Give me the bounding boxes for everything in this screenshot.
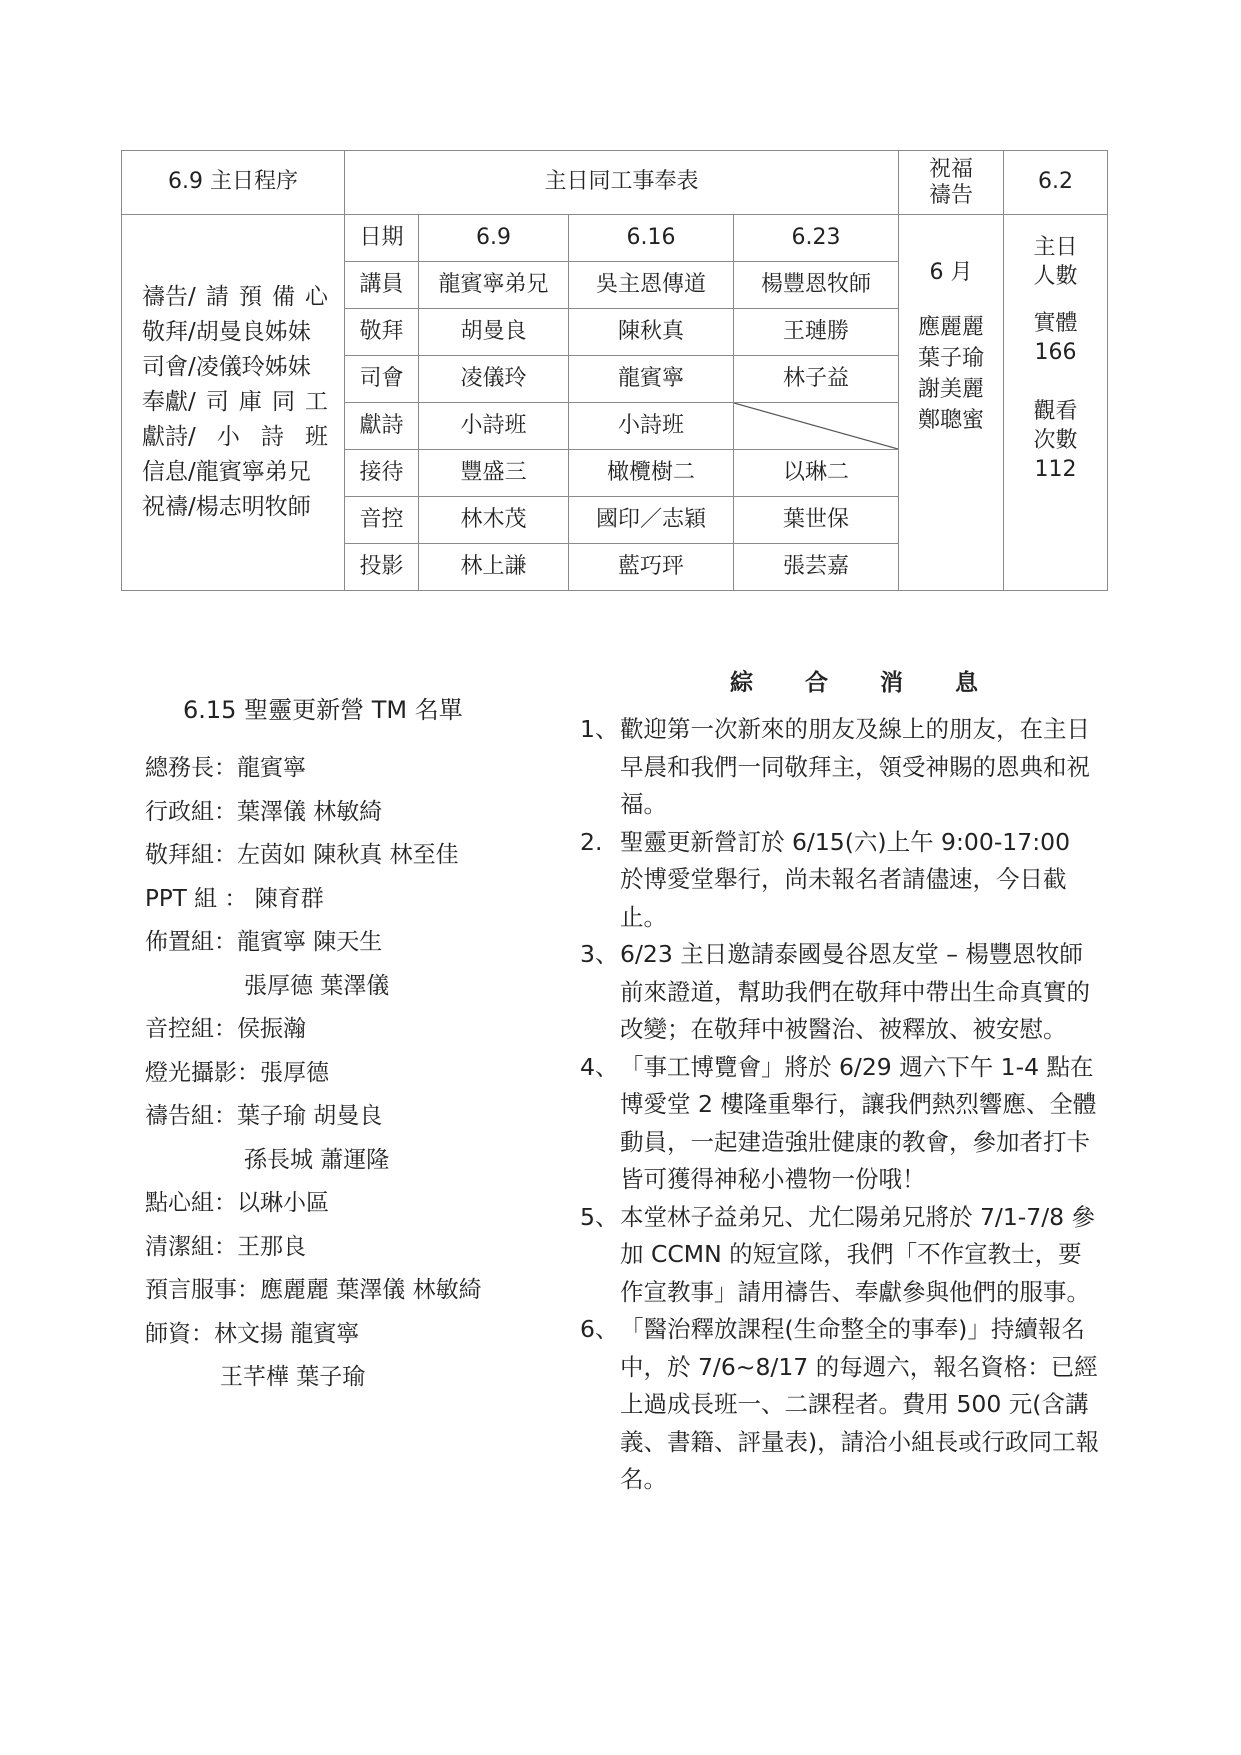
list-item: 孫長城 蕭運隆	[244, 1146, 390, 1173]
list-item: 清潔組：王那良	[145, 1233, 306, 1260]
order-role: 奉獻/	[142, 389, 196, 415]
table-cell: 陳秋真	[569, 309, 734, 356]
order-char: 預	[238, 284, 262, 310]
service-schedule-table	[121, 150, 1108, 591]
table-cell: 豐盛三	[419, 450, 569, 497]
views-count: 112	[1034, 457, 1077, 482]
order-line	[142, 385, 344, 420]
news-number: 3、	[580, 940, 619, 968]
list-item: 音控組：侯振瀚	[145, 1016, 306, 1042]
table-cell: 龍賓寧	[569, 356, 734, 403]
news-item	[580, 824, 1100, 937]
table-cell: 橄欖樹二	[569, 450, 734, 497]
news-text: 本堂林子益弟兄、尤仁陽弟兄將於 7/1-7/8 參加 CCMN 的短宣隊，我們「不作宣教士，要作宣教事」請用禱告、奉獻參與他們的服事。	[620, 1202, 1096, 1306]
list-item: 王芊樺 葉子瑜	[220, 1364, 366, 1390]
news-text: 歡迎第一次新來的朋友及線上的朋友，在主日早晨和我們一同敬拜主，領受神賜的恩典和祝福。	[620, 715, 1090, 818]
list-item: 佈置組：龍賓寧 陳天生	[145, 929, 383, 955]
order-char: 工	[305, 389, 328, 415]
table-cell: 吳主恩傳道	[569, 262, 734, 309]
row-label: 獻詩	[345, 403, 419, 450]
order-line: 信息/龍賓寧弟兄	[142, 459, 311, 485]
table-cell: 凌儀玲	[419, 356, 569, 403]
news-number: 6、	[580, 1315, 619, 1343]
order-char: 詩	[260, 424, 284, 450]
bless-names: 應麗麗 葉子瑜 謝美麗 鄭聰蜜	[918, 315, 985, 433]
news-number: 2.	[580, 827, 603, 856]
order-char: 小	[216, 424, 240, 450]
announcements	[580, 664, 1100, 1499]
row-label: 投影	[345, 544, 419, 591]
table-cell: 林上謙	[419, 544, 569, 591]
physical-count: 166	[1034, 340, 1077, 365]
list-item: 總務長：龍賓寧	[145, 755, 306, 781]
news-item	[580, 1199, 1100, 1312]
news-title: 綜 合 消 息	[729, 670, 1001, 696]
order-role: 獻詩/	[142, 424, 196, 450]
row-label: 講員	[345, 262, 419, 309]
order-line: 敬拜/胡曼良姊妹	[142, 319, 311, 345]
date-col: 6.9	[419, 215, 569, 262]
physical-label: 實體	[1033, 311, 1078, 336]
table-cell: 葉世保	[734, 497, 899, 544]
list-item: 行政組：葉澤儀 林敏綺	[145, 798, 383, 825]
bless-month: 6 月	[929, 260, 973, 285]
list-item: 點心組：以琳小區	[145, 1190, 329, 1216]
news-item	[580, 936, 1100, 1049]
date-col: 6.23	[734, 215, 899, 262]
table-cell: 胡曼良	[419, 309, 569, 356]
list-item: PPT 組 ： 陳育群	[145, 885, 324, 912]
table-cell: 小詩班	[569, 403, 734, 450]
order-char: 請	[205, 284, 229, 310]
count-label: 主日 人數	[1033, 235, 1078, 289]
news-number: 1、	[580, 715, 619, 743]
news-text: 「醫治釋放課程(生命整全的事奉)」持續報名中，於 7/6~8/17 的每週六，報名資格：已經上過成長班一、二課程者。費用 500 元(含講義、書籍、評量表)，請洽小組長或行政同工報名。	[620, 1315, 1100, 1493]
table-cell: 楊豐恩牧師	[734, 262, 899, 309]
order-char: 同	[271, 389, 295, 415]
list-item: 預言服事：應麗麗 葉澤儀 林敏綺	[145, 1277, 482, 1303]
tm-title: 6.15 聖靈更新營 TM 名單	[183, 696, 463, 724]
order-role: 禱告/	[142, 284, 196, 310]
order-char: 司	[205, 389, 229, 415]
row-label: 司會	[345, 356, 419, 403]
blessing-prayer-list	[899, 215, 1004, 591]
list-item: 燈光攝影：張厚德	[145, 1059, 329, 1086]
bless-date: 6.2	[1004, 151, 1108, 215]
news-text: 6/23 主日邀請泰國曼谷恩友堂 – 楊豐恩牧師前來證道，幫助我們在敬拜中帶出生命真實的改變；在敬拜中被醫治、被釋放、被安慰。	[620, 940, 1090, 1043]
news-item	[580, 711, 1100, 824]
table-cell: 林子益	[734, 356, 899, 403]
row-label: 敬拜	[345, 309, 419, 356]
order-line: 祝禱/楊志明牧師	[142, 494, 311, 520]
order-char: 心	[305, 284, 328, 310]
news-text: 「事工博覽會」將於 6/29 週六下午 1-4 點在博愛堂 2 樓隆重舉行，讓我們熱烈響應、全體動員，一起建造強壯健康的教會，參加者打卡皆可獲得神秘小禮物一份哦！	[620, 1052, 1097, 1193]
table-cell: 林木茂	[419, 497, 569, 544]
order-line	[142, 280, 344, 315]
news-item	[580, 1311, 1100, 1499]
table-cell: 以琳二	[734, 450, 899, 497]
empty-slashed-cell	[734, 403, 899, 450]
date-col: 6.16	[569, 215, 734, 262]
tm-roster	[145, 690, 585, 1400]
table-cell: 王璉勝	[734, 309, 899, 356]
news-number: 5、	[580, 1202, 619, 1231]
news-number: 4、	[580, 1052, 619, 1081]
list-item: 敬拜組：左茵如 陳秋真 林至佳	[145, 842, 459, 868]
order-line: 司會/凌儀玲姊妹	[142, 354, 311, 380]
bless-header: 祝福 禱告	[899, 151, 1004, 215]
table-cell: 龍賓寧弟兄	[419, 262, 569, 309]
roster-header: 主日同工事奉表	[345, 151, 899, 215]
news-text: 聖靈更新營訂於 6/15(六)上午 9:00-17:00 於博愛堂舉行，尚未報名者請儘速，今日截止。	[620, 827, 1071, 931]
table-cell: 國印／志穎	[569, 497, 734, 544]
order-header: 6.9 主日程序	[122, 151, 345, 215]
news-item	[580, 1049, 1100, 1199]
table-cell: 張芸嘉	[734, 544, 899, 591]
diagonal-slash	[734, 403, 898, 449]
list-item: 張厚德 葉澤儀	[244, 972, 390, 999]
service-order	[122, 215, 345, 591]
attendance-count	[1004, 215, 1108, 591]
row-label: 接待	[345, 450, 419, 497]
table-cell: 小詩班	[419, 403, 569, 450]
row-label: 音控	[345, 497, 419, 544]
order-char: 庫	[238, 389, 262, 415]
list-item: 禱告組：葉子瑜 胡曼良	[145, 1103, 383, 1129]
date-label: 日期	[345, 215, 419, 262]
views-label: 觀看 次數	[1033, 399, 1078, 453]
table-cell: 藍巧玶	[569, 544, 734, 591]
order-char: 備	[271, 284, 295, 310]
order-char: 班	[304, 424, 328, 450]
list-item: 師資：林文揚 龍賓寧	[145, 1320, 360, 1347]
order-line	[142, 420, 344, 455]
